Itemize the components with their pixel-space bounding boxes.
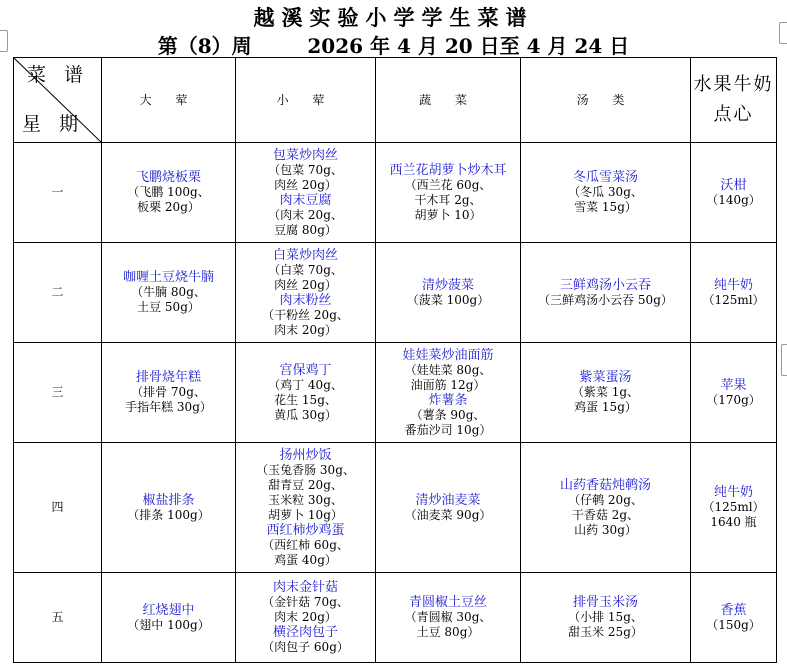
dish-ingredient: （包菜 70g、 xyxy=(268,162,343,177)
soup-cell xyxy=(521,143,691,243)
menu-row xyxy=(14,243,777,343)
dish-ingredient: （西兰花 60g、 xyxy=(404,177,492,192)
dish-ingredient: 胡萝卜 10g） xyxy=(268,507,343,522)
menu-table xyxy=(13,57,777,663)
dish-name: 白菜炒肉丝 xyxy=(272,247,338,263)
dish-ingredient: 肉末 20g） xyxy=(274,610,337,624)
dish-name: 纯牛奶 xyxy=(713,277,753,293)
menu-body xyxy=(14,143,777,663)
fruit-milk-snack-cell xyxy=(691,243,777,343)
main-meat-cell xyxy=(102,343,236,443)
menu-row xyxy=(14,143,777,243)
dish-ingredient: 肉末 20g） xyxy=(274,322,337,337)
menu-title: 越溪实验小学学生菜谱 xyxy=(253,5,534,30)
dish-ingredient: （排条 100g） xyxy=(127,507,210,522)
dish-ingredient: 油面筋 12g） xyxy=(410,377,486,392)
vegetable-cell xyxy=(376,143,521,243)
dish-ingredient: 甜青豆 20g、 xyxy=(268,477,343,492)
dish-ingredient: 番茄沙司 10g） xyxy=(404,422,492,437)
dish-name: 香蕉 xyxy=(720,602,747,618)
dish-ingredient: （冬瓜 30g、 xyxy=(568,185,643,199)
vegetable-cell xyxy=(376,243,521,343)
vegetable-cell xyxy=(376,573,521,663)
side-meat-cell xyxy=(236,443,376,573)
weekday-cell: 一 xyxy=(14,143,102,243)
dish-ingredient: （125ml） xyxy=(702,292,765,307)
weekday-cell: 三 xyxy=(14,343,102,443)
dish-name: 包菜炒肉丝 xyxy=(272,147,338,163)
dish-name: 肉末豆腐 xyxy=(279,192,332,208)
dish-ingredient: 花生 15g、 xyxy=(274,392,337,407)
fruit-milk-snack-cell xyxy=(691,343,777,443)
column-header-vegetable: 蔬 菜 xyxy=(376,58,521,143)
dish-ingredient: 胡萝卜 10） xyxy=(414,207,482,222)
main-meat-cell xyxy=(102,243,236,343)
fruit-milk-snack-cell xyxy=(691,573,777,663)
weekday-cell: 二 xyxy=(14,243,102,343)
column-header-side-meat: 小 荤 xyxy=(236,58,376,143)
dish-ingredient: （三鲜鸡汤小云吞 50g） xyxy=(538,292,673,307)
dish-ingredient: （青圆椒 30g、 xyxy=(404,610,492,624)
dish-name: 宫保鸡丁 xyxy=(279,362,332,378)
dish-name: 清炒菠菜 xyxy=(421,277,474,293)
dish-ingredient: （肉包子 60g） xyxy=(262,640,349,654)
corner-label-weekday: 星 期 xyxy=(22,113,85,135)
menu-row xyxy=(14,343,777,443)
corner-cell xyxy=(14,58,102,143)
dish-ingredient: （170g） xyxy=(706,392,761,407)
dish-ingredient: （干粉丝 20g、 xyxy=(262,307,349,322)
main-meat-cell xyxy=(102,573,236,663)
dish-name: 咖喱土豆烧牛腩 xyxy=(122,270,214,285)
dish-ingredient: （仔鹌 20g、 xyxy=(568,492,643,507)
dish-name: 青圆椒土豆丝 xyxy=(408,595,487,610)
dish-ingredient: 肉丝 20g） xyxy=(274,277,337,292)
dish-ingredient: （肉末 20g、 xyxy=(268,207,343,222)
dish-ingredient: （150g） xyxy=(706,617,761,632)
vegetable-cell xyxy=(376,443,521,573)
column-header-soup: 汤 类 xyxy=(521,58,691,143)
dish-ingredient: 鸡蛋 15g） xyxy=(574,400,637,414)
dish-name: 清炒油麦菜 xyxy=(415,492,481,508)
dish-ingredient: （娃娃菜 80g、 xyxy=(404,362,492,377)
dish-ingredient: （小排 15g、 xyxy=(568,610,643,624)
dish-name: 排骨烧年糕 xyxy=(135,370,201,385)
dish-ingredient: （排骨 70g、 xyxy=(131,385,206,399)
dish-ingredient: 鸡蛋 40g） xyxy=(274,552,337,567)
dish-ingredient: 山药 30g） xyxy=(574,522,637,537)
menu-row xyxy=(14,443,777,573)
dish-name: 炸薯条 xyxy=(428,392,468,408)
dish-name: 横泾肉包子 xyxy=(272,625,338,640)
dish-name: 沃柑 xyxy=(720,177,747,193)
dish-ingredient: （薯条 90g、 xyxy=(410,407,486,422)
dish-name: 山药香菇炖鹌汤 xyxy=(559,477,651,493)
week-date-range: 第（8）周 2026 年 4 月 20 日至 4 月 24 日 xyxy=(157,34,630,58)
soup-cell xyxy=(521,573,691,663)
dish-ingredient: （油麦菜 90g） xyxy=(404,507,492,522)
dish-name: 椒盐排条 xyxy=(142,492,195,508)
dish-name: 肉末粉丝 xyxy=(279,292,332,308)
dish-name: 飞鹏烧板栗 xyxy=(135,170,201,185)
main-meat-cell xyxy=(102,443,236,573)
menu-row xyxy=(14,573,777,663)
dish-name: 红烧翅中 xyxy=(142,602,195,618)
soup-cell xyxy=(521,343,691,443)
dish-ingredient: （翅中 100g） xyxy=(127,617,210,632)
dish-name: 排骨玉米汤 xyxy=(572,595,638,610)
dish-ingredient: 手指年糕 30g） xyxy=(125,400,212,414)
dish-ingredient: 板栗 20g） xyxy=(137,200,200,214)
dish-ingredient: （金针菇 70g、 xyxy=(262,595,349,609)
side-meat-cell xyxy=(236,343,376,443)
dish-name: 冬瓜雪菜汤 xyxy=(572,170,638,185)
soup-cell xyxy=(521,243,691,343)
dish-ingredient: 1640 瓶 xyxy=(710,515,757,529)
dish-ingredient: 肉丝 20g） xyxy=(274,177,337,192)
dish-name: 扬州炒饭 xyxy=(279,447,332,463)
corner-label-menu: 菜 谱 xyxy=(26,64,89,86)
dish-ingredient: （菠菜 100g） xyxy=(406,292,490,307)
dish-ingredient: （飞鹏 100g、 xyxy=(127,185,210,199)
soup-cell xyxy=(521,443,691,573)
right-edge-handle xyxy=(779,22,787,44)
fruit-milk-snack-cell xyxy=(691,143,777,243)
dish-name: 紫菜蛋汤 xyxy=(579,370,632,385)
side-meat-cell xyxy=(236,143,376,243)
dish-name: 肉末金针菇 xyxy=(272,580,338,595)
dish-name: 三鲜鸡汤小云吞 xyxy=(559,277,651,293)
left-edge-handle xyxy=(0,30,8,52)
dish-ingredient: （125ml） xyxy=(702,500,765,514)
dish-ingredient: （鸡丁 40g、 xyxy=(268,377,343,392)
dish-ingredient: （牛腩 80g、 xyxy=(131,285,206,299)
dish-ingredient: 黄瓜 30g） xyxy=(274,407,337,422)
column-header-fruit-milk-snack: 水果牛奶点心 xyxy=(691,58,777,143)
dish-ingredient: 豆腐 80g） xyxy=(274,222,337,237)
dish-ingredient: （紫菜 1g、 xyxy=(571,385,640,399)
dish-ingredient: （白菜 70g、 xyxy=(268,262,343,277)
weekday-cell: 五 xyxy=(14,573,102,663)
dish-name: 苹果 xyxy=(720,377,747,393)
side-meat-cell xyxy=(236,573,376,663)
dish-ingredient: 干香菇 2g、 xyxy=(571,507,640,522)
side-meat-cell xyxy=(236,243,376,343)
header-row xyxy=(14,58,777,143)
main-meat-cell xyxy=(102,143,236,243)
dish-ingredient: （玉兔香肠 30g、 xyxy=(256,462,355,477)
dish-name: 西兰花胡萝卜炒木耳 xyxy=(389,162,507,178)
right-edge-handle-lower xyxy=(781,344,787,376)
dish-ingredient: 玉米粒 30g、 xyxy=(268,492,343,507)
dish-ingredient: 甜玉米 25g） xyxy=(568,625,643,639)
dish-ingredient: 雪菜 15g） xyxy=(574,200,637,214)
dish-name: 娃娃菜炒油面筋 xyxy=(402,347,494,363)
dish-ingredient: 土豆 50g） xyxy=(137,300,200,314)
dish-name: 西红柿炒鸡蛋 xyxy=(266,522,345,538)
dish-ingredient: （140g） xyxy=(706,192,761,207)
dish-ingredient: 土豆 80g） xyxy=(416,625,480,639)
fruit-milk-snack-cell xyxy=(691,443,777,573)
vegetable-cell xyxy=(376,343,521,443)
dish-name: 纯牛奶 xyxy=(713,485,753,500)
column-header-main-meat: 大 荤 xyxy=(102,58,236,143)
dish-ingredient: 干木耳 2g、 xyxy=(414,192,482,207)
weekday-cell: 四 xyxy=(14,443,102,573)
dish-ingredient: （西红柿 60g、 xyxy=(262,537,349,552)
